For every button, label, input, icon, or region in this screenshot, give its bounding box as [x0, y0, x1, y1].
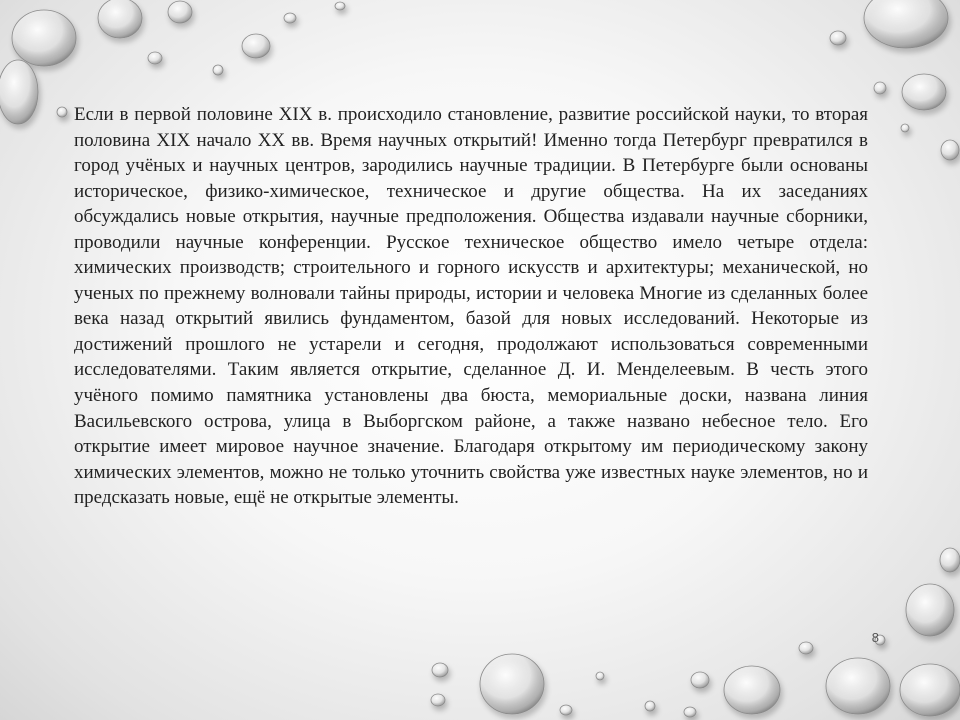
water-drop — [432, 663, 448, 677]
water-drop — [799, 642, 813, 654]
water-drop — [864, 0, 948, 48]
water-drop — [906, 584, 954, 636]
water-drop — [901, 124, 909, 132]
water-drop — [830, 31, 846, 45]
water-drop — [98, 0, 142, 38]
water-drop — [148, 52, 162, 64]
water-drop — [691, 672, 709, 688]
water-drop — [940, 548, 960, 572]
water-drop — [560, 705, 572, 715]
water-drop — [242, 34, 270, 58]
water-drop — [213, 65, 223, 75]
water-drop — [724, 666, 780, 714]
water-drop — [168, 1, 192, 23]
water-drop — [12, 10, 76, 66]
water-drop — [57, 107, 67, 117]
water-drop — [431, 694, 445, 706]
water-drop — [335, 2, 345, 10]
water-drop — [684, 707, 696, 717]
water-drop — [826, 658, 890, 714]
slide-number: 8 — [871, 630, 879, 645]
water-drop — [596, 672, 604, 680]
water-drop — [284, 13, 296, 23]
water-drop — [0, 60, 38, 124]
water-drop — [645, 701, 655, 711]
slide-body-text: Если в первой половине XIX в. происходило становление, развитие российской науки, то вторая половина XIX начало XX вв. Время научных открытий! Именно тогда Петербург превратился в город учёных и научных центров, зародились научные традиции. В Петербурге были основаны историческое, физико-химическое, техническое и другие общества. На их заседаниях обсуждались новые открытия, научные предположения. Общества издавали научные сборники, проводили научные конференции. Русское техническое общество имело четыре отдела: химических производств; строительного и горного искусств и архитектуры; механической, но ученых по прежнему волновали тайны природы, истории и человека Многие из сделанных более века назад открытий явились фундаментом, базой для новых исследований. Некоторые из достижений прошлого не устарели и сегодня, продолжают использоваться современными исследователями. Таким является открытие, сделанное Д. И. Менделеевым. В честь этого учёного помимо памятника установлены два бюста, мемориальные доски, названа линия Васильевского острова, улица в Выборгском районе, а также названо небесное тело. Его открытие имеет мировое научное значение. Благодаря открытому им периодическому закону химических элементов, можно не только уточнить свойства уже известных науке элементов, но и предсказать новые, ещё не открытые элементы. — [74, 104, 868, 509]
water-drop — [874, 82, 886, 94]
water-drop — [902, 74, 946, 110]
water-drop — [900, 664, 960, 716]
water-drop — [941, 140, 959, 160]
water-drop — [480, 654, 544, 714]
